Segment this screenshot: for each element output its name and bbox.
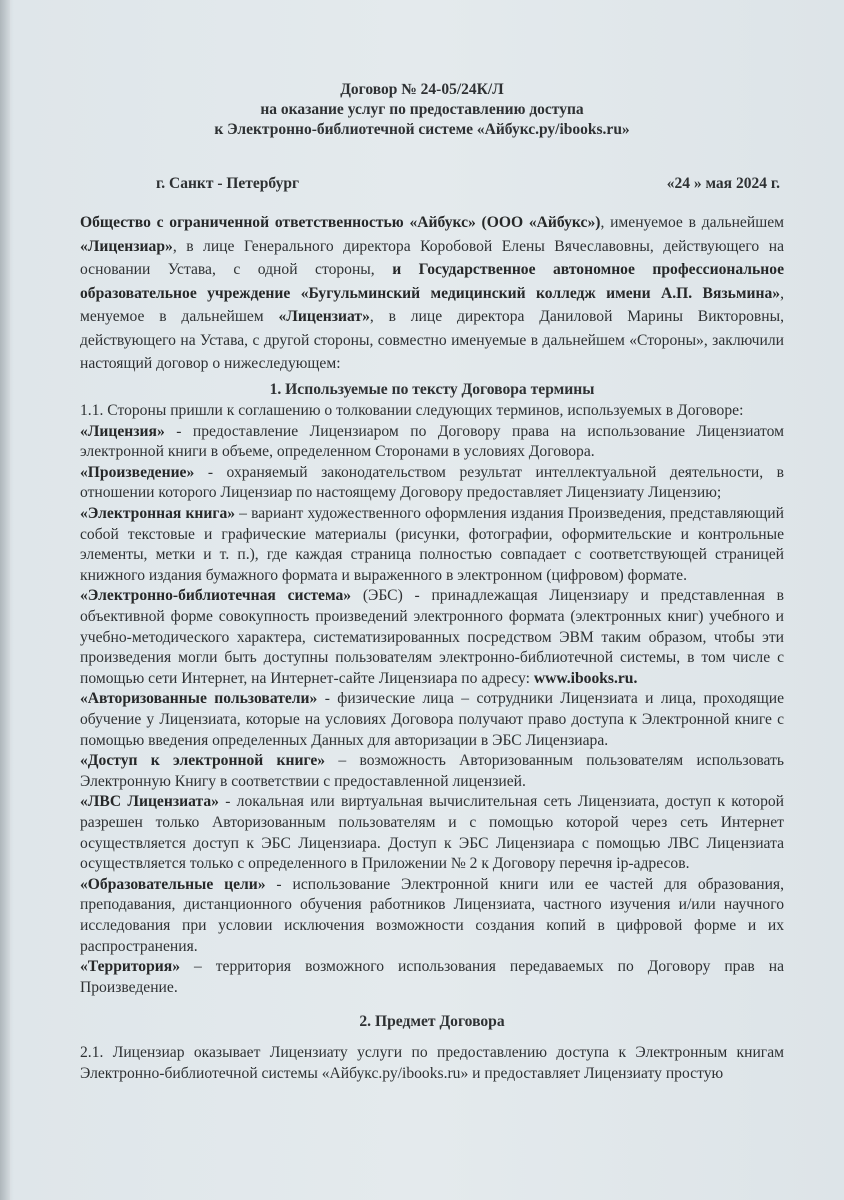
term-definition	[80, 463, 784, 504]
term-name: «Доступ к электронной книге»	[80, 752, 326, 770]
term-name: «Территория»	[80, 958, 180, 976]
title-line-3: к Электронно-библиотечной системе «Айбукс.ру/ibooks.ru»	[214, 121, 630, 138]
section-1-heading: 1. Используемые по тексту Договора термины	[269, 380, 595, 398]
term-definition	[80, 751, 784, 792]
party-1: Общество с ограниченной ответственностью «Айбукс» (ООО «Айбукс»)	[80, 214, 601, 231]
term-name: «Лицензия»	[80, 422, 165, 440]
website-url: www.ibooks.ru.	[533, 669, 638, 687]
paper-edge	[0, 0, 10, 1200]
text: , менуемое в дальнейшем	[80, 284, 784, 325]
term-text: - физические лица – сотрудники Лицензиата и лица, проходящие обучение у Лицензиата, которые на условиях Договора получают право доступа к Электронной книге с помощью введения определенных Данных для авторизации в ЭБС Лицензиара.	[80, 690, 784, 749]
section-2-heading: 2. Предмет Договора	[359, 1013, 505, 1031]
term-text: - предоставление Лицензиаром по Договору права на использование Лицензиатом электронной книги в объеме, определенном Сторонами в условиях Договора.	[80, 422, 784, 461]
term-name: «Произведение»	[80, 463, 195, 481]
term-text: - локальная или виртуальная вычислительная сеть Лицензиата, доступ к которой разрешен только Авторизованным пользователям и с помощью которой через сеть Интернет осуществляется доступ к ЭБС Лицензиара. Доступ к ЭБС Лицензиара с помощью ЛВС Лицензиата осуществляется только с определенного в Приложении № 2 к Договору перечня ip-адресов.	[80, 793, 785, 873]
term-definition	[80, 422, 784, 463]
title-line-2: на оказание услуг по предоставлению доступа	[260, 101, 584, 118]
term-text: - охраняемый законодательством результат интеллектуальной деятельности, в отношении которого Лицензиар по настоящему Договору предоставляет Лицензиату Лицензию;	[80, 463, 784, 502]
contract-date: «24 » мая 2024 г.	[666, 175, 780, 192]
clause-1-1: 1.1. Стороны пришли к соглашению о толковании следующих терминов, используемых в Договоре:	[80, 402, 744, 420]
term-text: – территория возможного использования передаваемых по Договору прав на Произведение.	[80, 958, 784, 996]
title-line-1: Договор № 24-05/24К/Л	[340, 81, 504, 98]
term-name: «Электронно-библиотечная система»	[80, 587, 352, 605]
terms-list	[80, 422, 784, 999]
term-text: - использование Электронной книги или ее частей для образования, преподавания, дистанционного обучения работников Лицензиата, частного изучения и/или научного исследования при условии исключения возможности создания копий в цифровой форме и их распространения.	[80, 875, 784, 955]
term-definition	[80, 504, 784, 586]
term-name: «Электронная книга»	[80, 505, 236, 523]
city: г. Санкт - Петербург	[156, 175, 299, 192]
text: , в лице Генерального директора Коробовой Елены Вячеславовны, действующего на основании Устава, с одной стороны,	[80, 237, 784, 278]
party-2: и Государственное автономное профессиональное образовательное учреждение «Бугульминский медицинский колледж имени А.П. Вязьмина»	[80, 261, 784, 302]
term-text: (ЭБС) - принадлежащая Лицензиару и представленная в объективной форме совокупность произведений электронного формата (электронных книг) учебного и учебно-методического характера, систематизированных посредством ЭВМ таким образом, чтобы эти произведения могли быть доступны пользователям электронно-библиотечной системы, в том числе с помощью сети Интернет, на Интернет-сайте Лицензиара по адресу:	[80, 587, 784, 687]
term: «Лицензиат»	[278, 308, 370, 325]
contract-title	[0, 80, 844, 140]
term-definition	[80, 586, 784, 689]
term-definition	[80, 792, 784, 874]
term-text: – возможность Авторизованным пользователям использовать Электронную Книгу в соответствии с предоставленной лицензией.	[80, 752, 785, 790]
contract-body	[80, 211, 784, 1084]
text: , в лице директора Даниловой Марины Викторовны, действующего на Устава, с другой стороны, совместно именуемые в дальнейшем «Стороны», заключили настоящий договор о нижеследующем:	[80, 308, 784, 372]
term-text: – вариант художественного оформления издания Произведения, представляющий собой текстовые и графические материалы (рисунки, фотографии, оформительские и контрольные элементы, метки и т. п.), где каждая страница полностью совпадает с соответствующей страницей книжного издания бумажного формата и выраженного в электронном (цифровом) формате.	[80, 505, 784, 584]
term-name: «Образовательные цели»	[80, 875, 266, 893]
term-name: «Авторизованные пользователи»	[80, 690, 318, 708]
clause-2-1: 2.1. Лицензиар оказывает Лицензиату услуги по предоставлению доступа к Электронным книгам Электронно-библиотечной системы «Айбукс.ру/ibooks.ru» и предоставляет Лицензиату простую	[80, 1043, 784, 1082]
term-name: «ЛВС Лицензиата»	[80, 793, 219, 811]
term-definition	[80, 957, 784, 998]
term: «Лицензиар»	[80, 237, 173, 255]
place-date	[156, 175, 780, 193]
preamble	[80, 211, 784, 376]
term-definition	[80, 875, 784, 957]
term-definition	[80, 689, 784, 751]
text: , именуемое в дальнейшем	[600, 214, 784, 231]
